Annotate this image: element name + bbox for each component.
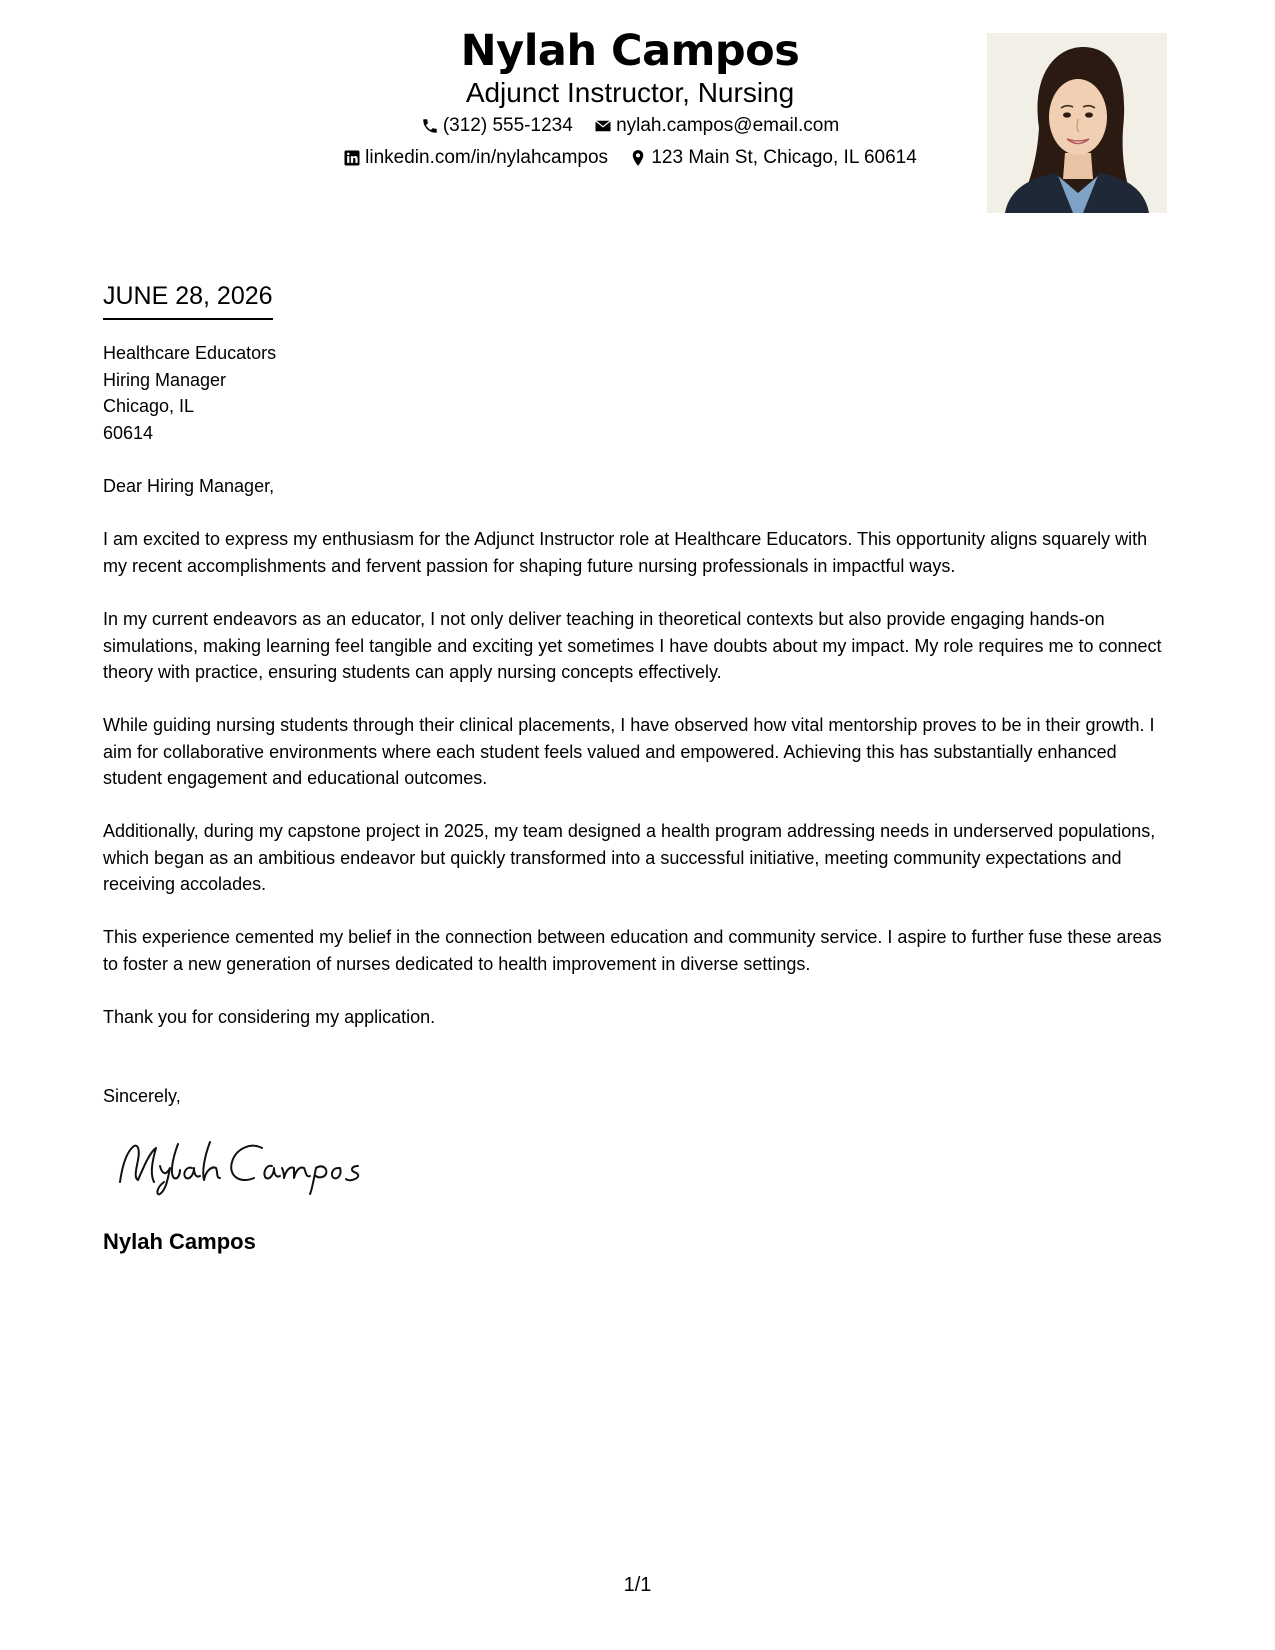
salutation: Dear Hiring Manager, bbox=[103, 476, 275, 496]
signer-name: Nylah Campos bbox=[103, 1229, 256, 1254]
recipient-block bbox=[103, 340, 1173, 446]
recipient-title: Hiring Manager bbox=[103, 369, 227, 390]
linkedin-icon bbox=[343, 149, 361, 167]
email-contact bbox=[594, 114, 839, 138]
phone-icon bbox=[421, 117, 439, 135]
applicant-name: Nylah Campos bbox=[460, 26, 800, 76]
applicant-photo bbox=[987, 33, 1167, 213]
portrait-image bbox=[987, 33, 1167, 213]
body-paragraph-4: Additionally, during my capstone project in 2025, my team designed a health program addressing needs in underserved populations, which began as an ambitious endeavor but quickly transformed into a successful initiative, meeting community expectations and receiving accolades. bbox=[103, 821, 1156, 894]
page-number: 1/1 bbox=[623, 1574, 652, 1596]
linkedin-url: linkedin.com/in/nylahcampos bbox=[365, 147, 609, 168]
body-paragraph-5: This experience cemented my belief in the connection between education and community service. I aspire to further fuse these areas to foster a new generation of nurses dedicated to health improvement in diverse settings. bbox=[103, 927, 1162, 974]
recipient-zip: 60614 bbox=[103, 422, 154, 443]
closing-phrase: Sincerely, bbox=[103, 1086, 181, 1106]
body-paragraph-6: Thank you for considering my application. bbox=[103, 1007, 436, 1027]
body-paragraph-1: I am excited to express my enthusiasm for the Adjunct Instructor role at Healthcare Educators. This opportunity aligns squarely with my recent accomplishments and fervent passion for shaping future nursing professionals in impactful ways. bbox=[103, 529, 1148, 576]
email-address: nylah.campos@email.com bbox=[616, 115, 840, 136]
map-pin-icon bbox=[629, 149, 647, 167]
recipient-company: Healthcare Educators bbox=[103, 343, 277, 363]
envelope-icon bbox=[594, 117, 612, 135]
body-paragraph-2: In my current endeavors as an educator, I not only deliver teaching in theoretical contexts but also provide engaging hands-on simulations, making learning feel tangible and exciting yet sometimes I have doubts about my impact. My role requires me to connect theory with practice, ensuring students can apply nursing concepts effectively. bbox=[103, 609, 1162, 682]
mailing-address: 123 Main St, Chicago, IL 60614 bbox=[651, 147, 917, 168]
handwritten-signature bbox=[112, 1130, 372, 1200]
address-contact bbox=[629, 146, 916, 170]
linkedin-contact bbox=[343, 146, 608, 170]
body-paragraph-3: While guiding nursing students through their clinical placements, I have observed how vital mentorship proves to be in their growth. I aim for collaborative environments where each student feels valued and empowered. Achieving this has substantially enhanced student engagement and educational outcomes. bbox=[103, 715, 1155, 788]
letter-date: JUNE 28, 2026 bbox=[103, 280, 273, 320]
applicant-job-title: Adjunct Instructor, Nursing bbox=[465, 77, 795, 108]
phone-contact bbox=[421, 114, 573, 138]
recipient-city: Chicago, IL bbox=[103, 396, 195, 416]
signature-image bbox=[112, 1130, 372, 1200]
phone-number: (312) 555-1234 bbox=[442, 115, 573, 136]
